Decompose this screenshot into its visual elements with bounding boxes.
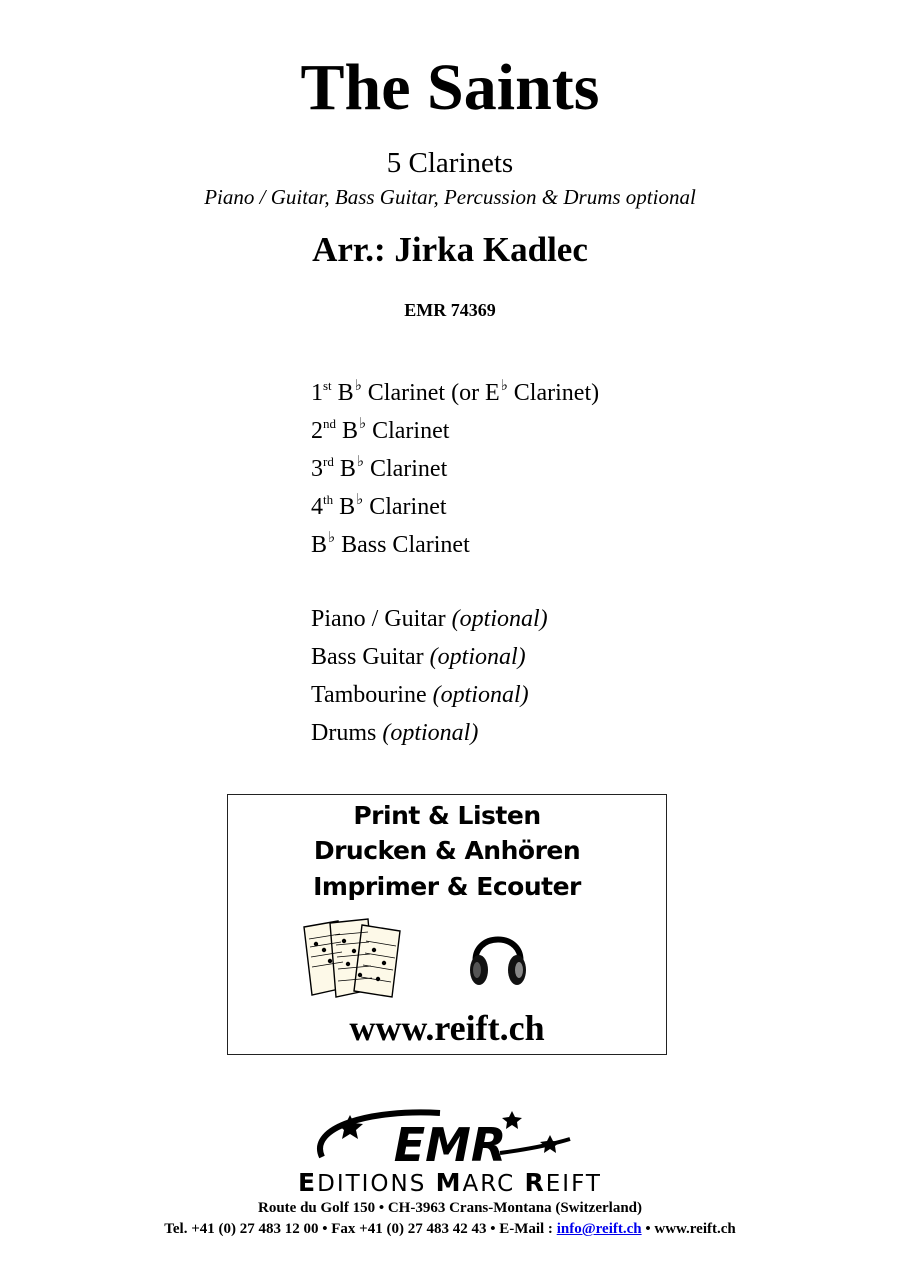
headphones-icon: [466, 921, 530, 991]
part-item: B♭ Bass Clarinet: [311, 530, 470, 558]
page-title: The Saints: [300, 51, 600, 124]
arranger: Arr.: Jirka Kadlec: [312, 230, 588, 269]
promo-line-fr: Imprimer & Ecouter: [313, 872, 581, 901]
part-item: 4th B♭ Clarinet: [311, 492, 447, 520]
optional-part-item: Bass Guitar (optional): [311, 644, 526, 670]
promo-line-de: Drucken & Anhören: [313, 836, 581, 865]
logo-text: EMR: [393, 1118, 507, 1172]
optional-instruments-line: Piano / Guitar, Bass Guitar, Percussion & Drums optional: [204, 185, 696, 209]
catalog-number: EMR 74369: [404, 300, 496, 320]
part-item: 2nd B♭ Clarinet: [311, 416, 450, 444]
part-item: 1st B♭ Clarinet (or E♭ Clarinet): [311, 378, 600, 406]
optional-part-item: Piano / Guitar (optional): [311, 606, 548, 632]
promo-line-en: Print & Listen: [353, 801, 541, 830]
publisher-name: EDITIONS MARC REIFT: [298, 1168, 602, 1197]
optional-part-item: Tambourine (optional): [311, 682, 529, 708]
sheet-music-icon: [300, 917, 410, 999]
email-link[interactable]: info@reift.ch: [556, 1221, 642, 1237]
publisher-address: Route du Golf 150 • CH-3963 Crans-Montana (Switzerland): [258, 1200, 642, 1216]
instrumentation: 5 Clarinets: [386, 147, 514, 179]
optional-parts-list: [311, 600, 548, 752]
part-item: 3rd B♭ Clarinet: [311, 454, 448, 482]
parts-list: [311, 374, 599, 564]
print-listen-box: [227, 794, 667, 1055]
optional-part-item: Drums (optional): [311, 720, 479, 746]
website-url: www.reift.ch: [349, 1008, 545, 1048]
publisher-contact: Tel. +41 (0) 27 483 12 00 • Fax +41 (0) 27 483 42 43 • E-Mail : info@reift.ch • www.reift.ch: [164, 1221, 736, 1237]
